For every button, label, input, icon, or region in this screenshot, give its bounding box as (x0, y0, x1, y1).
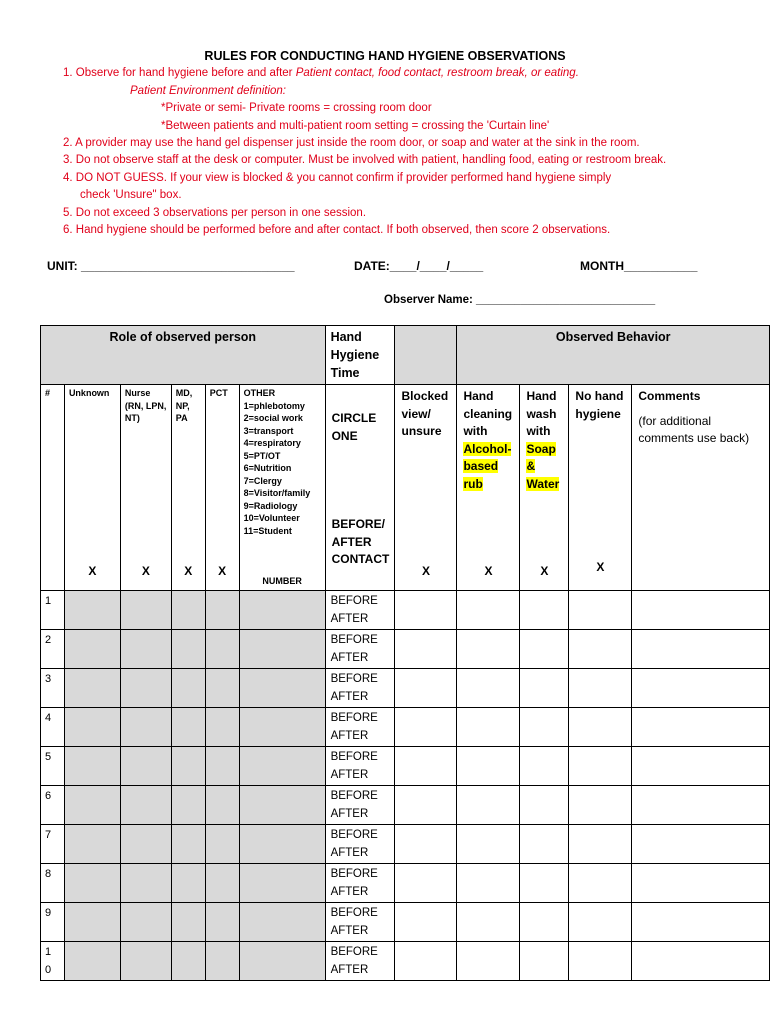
role-cell[interactable] (205, 591, 239, 630)
role-cell[interactable] (205, 903, 239, 942)
before-option[interactable]: BEFORE (330, 712, 378, 724)
x-mark: X (88, 564, 97, 578)
col-no-hygiene-header: No hand hygiene (575, 389, 624, 421)
behavior-cell[interactable] (457, 747, 520, 786)
after-option[interactable]: AFTER (330, 613, 369, 625)
row-number: 6 (41, 786, 65, 825)
behavior-cell[interactable] (569, 825, 632, 864)
table-row (41, 747, 770, 786)
role-cell[interactable] (239, 786, 325, 825)
before-after-contact-label: BEFORE/ AFTER CONTACT (331, 517, 390, 566)
observation-table (40, 325, 770, 981)
role-cell[interactable] (239, 747, 325, 786)
col-nurse-header: Nurse (RN, LPN, NT) (124, 388, 167, 423)
before-option[interactable]: BEFORE (330, 751, 378, 763)
role-cell[interactable] (171, 786, 205, 825)
role-cell[interactable] (64, 630, 120, 669)
behavior-cell[interactable] (569, 864, 632, 903)
role-cell[interactable] (120, 669, 171, 708)
x-mark: X (184, 564, 193, 578)
role-cell[interactable] (239, 942, 325, 981)
rule-1 (63, 67, 579, 79)
rule-3: 3. Do not observe staff at the desk or computer. Must be involved with patient, handling food, eating or restroom break. (63, 154, 667, 166)
behavior-cell[interactable] (457, 903, 520, 942)
col-blocked-header: Blocked view/ unsure (401, 389, 449, 438)
behavior-cell[interactable] (395, 903, 457, 942)
role-cell[interactable] (64, 708, 120, 747)
after-option[interactable]: AFTER (330, 964, 369, 976)
x-mark: X (141, 564, 150, 578)
role-cell[interactable] (120, 747, 171, 786)
behavior-cell[interactable] (569, 669, 632, 708)
date-field[interactable]: DATE:____/____/_____ (354, 259, 484, 273)
before-after-cell[interactable] (325, 903, 395, 942)
role-cell[interactable] (120, 864, 171, 903)
behavior-cell[interactable] (632, 630, 770, 669)
behavior-cell[interactable] (520, 591, 569, 630)
role-cell[interactable] (205, 630, 239, 669)
table-row (41, 630, 770, 669)
role-cell[interactable] (239, 903, 325, 942)
col-soap-header (520, 385, 568, 496)
role-cell[interactable] (120, 825, 171, 864)
observed-behavior-header: Observed Behavior (457, 326, 770, 385)
rule-5: 5. Do not exceed 3 observations per person in one session. (63, 207, 367, 219)
col-other-header: OTHER 1=phlebotomy 2=social work 3=transport 4=respiratory 5=PT/OT 6=Nutrition 7=Clergy 8=Visitor/family 9=Radiology 10=Volunteer 11=Student (243, 388, 311, 536)
col-comments-header: Comments (638, 389, 701, 403)
role-cell[interactable] (239, 825, 325, 864)
behavior-cell[interactable] (457, 630, 520, 669)
before-after-cell[interactable] (325, 708, 395, 747)
before-option[interactable]: BEFORE (330, 946, 378, 958)
row-number: 4 (41, 708, 65, 747)
behavior-cell[interactable] (569, 786, 632, 825)
behavior-cell[interactable] (395, 864, 457, 903)
env-rule-2: *Between patients and multi-patient room setting = crossing the 'Curtain line' (161, 120, 550, 132)
behavior-cell[interactable] (520, 864, 569, 903)
table-row (41, 825, 770, 864)
before-option[interactable]: BEFORE (330, 634, 378, 646)
role-cell[interactable] (171, 669, 205, 708)
behavior-cell[interactable] (632, 825, 770, 864)
behavior-cell[interactable] (632, 903, 770, 942)
before-after-cell[interactable] (325, 630, 395, 669)
behavior-cell[interactable] (520, 903, 569, 942)
role-cell[interactable] (205, 708, 239, 747)
table-row (41, 903, 770, 942)
col-unknown-header: Unknown (68, 388, 110, 398)
role-cell[interactable] (171, 942, 205, 981)
after-option[interactable]: AFTER (330, 925, 369, 937)
role-cell[interactable] (205, 942, 239, 981)
behavior-cell[interactable] (395, 747, 457, 786)
behavior-cell[interactable] (632, 669, 770, 708)
behavior-cell[interactable] (632, 864, 770, 903)
behavior-cell[interactable] (520, 747, 569, 786)
behavior-cell[interactable] (395, 942, 457, 981)
behavior-cell[interactable] (457, 864, 520, 903)
before-after-cell[interactable] (325, 669, 395, 708)
after-option[interactable]: AFTER (330, 652, 369, 664)
col-soap-label: Hand wash with (526, 389, 557, 438)
behavior-cell[interactable] (520, 825, 569, 864)
month-field[interactable]: MONTH___________ (580, 259, 698, 273)
before-option[interactable]: BEFORE (330, 790, 378, 802)
behavior-cell[interactable] (395, 630, 457, 669)
table-row (41, 786, 770, 825)
rule-2: 2. A provider may use the hand gel dispenser just inside the room door, or soap and water at the sink in the room. (63, 137, 640, 149)
role-cell[interactable] (239, 708, 325, 747)
col-other-number-label: NUMBER (262, 576, 302, 586)
row-number: 2 (41, 630, 65, 669)
rule-1-italic: Patient contact, food contact, restroom break, or eating. (295, 67, 579, 79)
behavior-cell[interactable] (520, 669, 569, 708)
role-cell[interactable] (171, 825, 205, 864)
role-cell[interactable] (120, 786, 171, 825)
page-title: RULES FOR CONDUCTING HAND HYGIENE OBSERVATIONS (204, 49, 566, 63)
role-cell[interactable] (120, 942, 171, 981)
after-option[interactable]: AFTER (330, 886, 369, 898)
before-after-cell[interactable] (325, 786, 395, 825)
before-option[interactable]: BEFORE (330, 868, 378, 880)
behavior-cell[interactable] (457, 591, 520, 630)
role-cell[interactable] (64, 591, 120, 630)
behavior-cell[interactable] (632, 942, 770, 981)
table-row (41, 669, 770, 708)
col-pct-header: PCT (209, 388, 228, 398)
comments-note: (for additional comments use back) (638, 413, 750, 445)
behavior-cell[interactable] (569, 630, 632, 669)
behavior-cell[interactable] (457, 786, 520, 825)
behavior-cell[interactable] (395, 708, 457, 747)
role-cell[interactable] (171, 591, 205, 630)
role-cell[interactable] (239, 591, 325, 630)
circle-one-label: CIRCLE ONE (331, 411, 377, 443)
role-cell[interactable] (64, 864, 120, 903)
env-definition: Patient Environment definition: (130, 85, 286, 97)
behavior-cell[interactable] (457, 942, 520, 981)
rule-6: 6. Hand hygiene should be performed before and after contact. If both observed, then score 2 observations. (63, 224, 611, 236)
role-cell[interactable] (205, 786, 239, 825)
row-number: 1 (41, 591, 65, 630)
rule-4-cont: check 'Unsure" box. (80, 189, 182, 201)
row-number: 5 (41, 747, 65, 786)
role-cell[interactable] (239, 630, 325, 669)
role-cell[interactable] (205, 825, 239, 864)
after-option[interactable]: AFTER (330, 691, 369, 703)
row-number: 1 0 (41, 942, 65, 981)
x-mark: X (484, 564, 493, 578)
after-option[interactable]: AFTER (330, 769, 369, 781)
role-cell[interactable] (64, 825, 120, 864)
behavior-cell[interactable] (632, 747, 770, 786)
before-after-cell[interactable] (325, 825, 395, 864)
role-cell[interactable] (239, 864, 325, 903)
row-number: 3 (41, 669, 65, 708)
before-option[interactable]: BEFORE (330, 673, 378, 685)
col-alcohol-header (457, 385, 519, 496)
behavior-cell[interactable] (395, 591, 457, 630)
role-cell[interactable] (120, 903, 171, 942)
role-cell[interactable] (205, 747, 239, 786)
table-row (41, 708, 770, 747)
behavior-cell[interactable] (520, 786, 569, 825)
before-option[interactable]: BEFORE (330, 829, 378, 841)
alcohol-highlight: Alcohol- based rub (463, 441, 512, 491)
role-cell[interactable] (64, 903, 120, 942)
role-cell[interactable] (171, 903, 205, 942)
behavior-cell[interactable] (395, 786, 457, 825)
table-row (41, 942, 770, 981)
role-cell[interactable] (171, 630, 205, 669)
behavior-cell[interactable] (569, 708, 632, 747)
behavior-cell[interactable] (569, 903, 632, 942)
x-mark: X (218, 564, 227, 578)
role-cell[interactable] (239, 669, 325, 708)
rule-1-text: 1. Observe for hand hygiene before and after (63, 67, 296, 79)
role-cell[interactable] (120, 708, 171, 747)
x-mark: X (421, 564, 430, 578)
behavior-cell[interactable] (632, 786, 770, 825)
behavior-cell[interactable] (457, 708, 520, 747)
role-header: Role of observed person (41, 326, 326, 385)
unit-field[interactable]: UNIT: ________________________________ (47, 259, 295, 273)
x-mark: X (540, 564, 549, 578)
before-option[interactable]: BEFORE (330, 595, 378, 607)
col-number-header: # (45, 388, 51, 398)
role-cell[interactable] (120, 630, 171, 669)
role-cell[interactable] (64, 786, 120, 825)
after-option[interactable]: AFTER (330, 847, 369, 859)
rule-4: 4. DO NOT GUESS. If your view is blocked & you cannot confirm if provider performed hand hygiene simply (63, 172, 612, 184)
behavior-cell[interactable] (632, 708, 770, 747)
x-mark: X (596, 560, 605, 574)
behavior-cell[interactable] (520, 708, 569, 747)
col-alcohol-label: Hand cleaning with (463, 389, 513, 438)
before-after-cell[interactable] (325, 942, 395, 981)
behavior-cell[interactable] (569, 747, 632, 786)
after-option[interactable]: AFTER (330, 730, 369, 742)
role-cell[interactable] (64, 669, 120, 708)
before-after-cell[interactable] (325, 747, 395, 786)
behavior-cell[interactable] (457, 669, 520, 708)
time-header: Hand Hygiene Time (325, 326, 395, 385)
row-number: 8 (41, 864, 65, 903)
col-md-header: MD, NP, PA (175, 388, 193, 423)
table-row (41, 864, 770, 903)
behavior-cell[interactable] (395, 669, 457, 708)
role-cell[interactable] (205, 864, 239, 903)
after-option[interactable]: AFTER (330, 808, 369, 820)
behavior-cell[interactable] (569, 942, 632, 981)
role-cell[interactable] (64, 747, 120, 786)
table-row (41, 591, 770, 630)
before-option[interactable]: BEFORE (330, 907, 378, 919)
behavior-cell[interactable] (569, 591, 632, 630)
role-cell[interactable] (205, 669, 239, 708)
row-number: 9 (41, 903, 65, 942)
soap-highlight: Soap & Water (526, 441, 560, 491)
row-number: 7 (41, 825, 65, 864)
behavior-cell[interactable] (457, 825, 520, 864)
role-cell[interactable] (171, 864, 205, 903)
role-cell[interactable] (171, 747, 205, 786)
env-rule-1: *Private or semi- Private rooms = crossing room door (161, 102, 432, 114)
role-cell[interactable] (64, 942, 120, 981)
behavior-cell[interactable] (395, 825, 457, 864)
behavior-cell[interactable] (520, 942, 569, 981)
behavior-cell[interactable] (632, 591, 770, 630)
role-cell[interactable] (171, 708, 205, 747)
behavior-cell[interactable] (520, 630, 569, 669)
observer-name-field[interactable]: Observer Name: ____________________________ (384, 294, 656, 306)
before-after-cell[interactable] (325, 591, 395, 630)
role-cell[interactable] (120, 591, 171, 630)
before-after-cell[interactable] (325, 864, 395, 903)
